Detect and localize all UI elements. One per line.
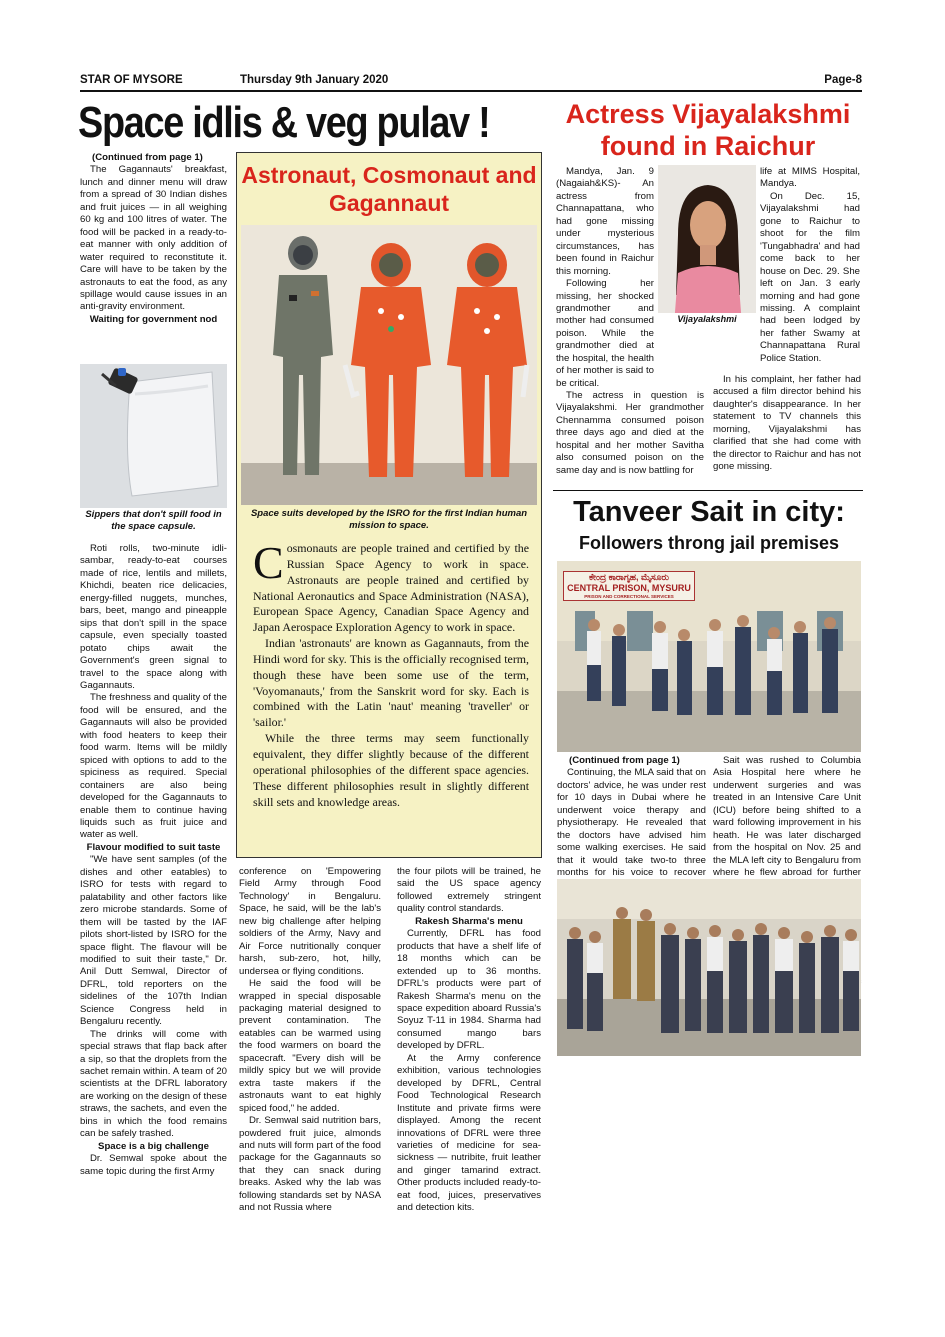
continued-label: (Continued from page 1) <box>569 755 680 766</box>
idli-paragraph: The freshness and quality of the food will be ensured, and the Gagannauts will also be provided with food heaters to keep their food warm. Items will be mildly spiced with options to add to the spiciness as required. Special containers are also being developed for the Gagannauts to enable them to continue having liquids such as fruit juice and water as well. <box>80 692 227 841</box>
idli-paragraph: the four pilots will be trained, he said the US space agency followed extremely stringent quality control standards. <box>397 866 541 915</box>
idli-paragraph: Dr. Semwal spoke about the same topic during the first Army <box>80 1153 227 1177</box>
tanveer-paragraph: Continuing, the MLA said that on doctors' advice, he was under rest for 10 days in Dubai where he underwent voice therapy and physiotherapy. He revealed that the doctors have advised him some walking exercises. He said that it would take two-to three months for his voice to recover <box>557 767 706 879</box>
sipper-photo <box>80 364 227 508</box>
subhead-flavour: Flavour modified to suit taste <box>86 841 221 853</box>
idli-column-3 <box>397 866 541 1215</box>
idli-paragraph: At the Army conference exhibition, various technologies developed by DFRL, Central Food Technological Research Institute and private firms were displayed. Among the recent innovations of DFRL were three varieties of medicine for sea-sickness — nutribite, fruit leather and ginger tamarind extract. Other products included ready-to-eat food, juices, preservatives and detection kits. <box>397 1052 541 1214</box>
actress-photo <box>658 165 756 325</box>
prison-sign-kannada: ಕೇಂದ್ರ ಕಾರಾಗೃಹ, ಮೈಸೂರು <box>588 572 670 582</box>
spacesuit-caption: Space suits developed by the ISRO for the first Indian human mission to space. <box>250 508 528 531</box>
paper-name: STAR OF MYSORE <box>80 74 183 86</box>
actress-headline-line-2: found in Raichur <box>600 131 816 161</box>
idli-column-1 <box>80 152 227 326</box>
actress-headline-line-1: Actress Vijayalakshmi <box>565 99 851 129</box>
actress-paragraph: In his complaint, her father had accused a film director behind his daughter's disappearance. In her statement to TV channels this morning, Vijayalakshmi has clarified that she had come with the director to Raichur and has not gone missing. <box>713 374 861 473</box>
idli-paragraph: Roti rolls, two-minute idli-sambar, ready-to-eat courses made of rice, lentils and millets, Khichdi, beaten rice delicacies, energy-filled nuggets, munches, bars, beet, mango and pineapple sips that don't spill in the space capsule, even specially toasted potato chips await the Government's green signal to travel to the space along with Gagannauts. <box>80 543 227 691</box>
idli-paragraph: "We have sent samples (of the dishes and other eatables) to ISRO for tests with regard to palatability and other factors like zero microbe standards. Some of them will be tasted by the IAF pilots short-listed by ISRO for the space flight. The flavour will be modified to suit their taste," Dr. Anil Dutt Semwal, Director of DFRL, told reporters on the sidelines of the 107th Indian Science Congress held in Bengaluru recently. <box>80 854 227 1028</box>
actress-column-1-lower <box>556 390 704 477</box>
explainer-title: Astronaut, Cosmonaut and Gagannaut <box>241 162 537 216</box>
explainer-paragraph: Indian 'astronauts' are known as Gagannauts, from the Hindi word for sky. This is the officially recognised term, though these have been some use of the term, 'Voyomanauts,' from the Sanskrit word for sky. Each is combined with the Latin 'naut' meaning 'traveller' or 'sailor.' <box>253 636 529 730</box>
idli-paragraph: Currently, DFRL has food products that have a shelf life of 18 months which can be extended up to 36 months. DFRL's products were part of Rakesh Sharma's menu on the space expedition aboard Russia's Soyuz T-11 in 1984. Sharma had consumed mango bars developed by DFRL. <box>397 928 541 1052</box>
idli-headline: Space idlis & veg pulav ! <box>78 98 490 147</box>
page-number: Page-8 <box>824 74 862 86</box>
idli-paragraph: conference on 'Empowering Field Army through Food Technology' in Bengaluru. Space, he said, will be the lab's new big challenge after helping soldiers of the Army, Navy and Air Force nutritionally conquer harsh, sub-zero, hot, hilly, undersea or flying conditions. <box>239 866 381 977</box>
prison-sign-small: PRISON AND CORRECTIONAL SERVICES <box>584 594 674 599</box>
idli-paragraph: The Gagannauts' breakfast, lunch and dinner menu will draw from a spread of 30 Indian dishes and fruit juices — in all weighing 60 kg and 100 litres of water. The food will be packed in a ready-to-eat manner with only addition of water required to reconstitute it. Care will have to be taken by the astronauts to eat the food, as any spillage would cause issues in an anti-gravity environment. <box>80 164 227 313</box>
tanveer-headline: Tanveer Sait in city: <box>573 496 845 528</box>
explainer-paragraph: osmonauts are people trained and certified by the Russian Space Agency to work in space. Astronauts are people trained and certified by National Aeronautics and Space Administration (NASA), European Space Agency, Canadian Space Agency and Japan Aerospace Exploration Agency to work in space. <box>253 541 529 635</box>
jail-photo <box>557 561 861 752</box>
prison-sign <box>563 571 695 601</box>
actress-image <box>658 165 756 325</box>
actress-paragraph: Mandya, Jan. 9 (Nagaiah&KS)- An actress from Channapattana, who had gone missing under mysterious circumstances, has been found in Raichur this morning. <box>556 166 654 277</box>
tanveer-subhead: Followers throng jail premises <box>578 533 840 553</box>
continued-label: (Continued from page 1) <box>92 152 203 163</box>
crowd-photo <box>557 879 861 1056</box>
actress-paragraph: The actress in question is Vijayalakshmi. Her grandmother Chennamma consumed poison three days ago and died at the hospital and her mother Savitha also consumed poison on the same day and is now battling for <box>556 390 704 476</box>
page-header <box>80 74 862 90</box>
prison-sign-english: CENTRAL PRISON, MYSURU <box>567 583 691 593</box>
explainer-body <box>253 537 529 810</box>
issue-date: Thursday 9th January 2020 <box>240 74 389 86</box>
actress-column-2-lower <box>713 374 861 474</box>
subhead-waiting: Waiting for government nod <box>89 313 218 325</box>
idli-paragraph: The drinks will come with special straws that flap back after a sip, so that the droplets from the sachet remain within. A team of 20 scientists at the DFRL laboratory are working on the design of these straws, the sachets, and even the bins in which the food remains can be safely trashed. <box>80 1028 227 1140</box>
explainer-paragraph: While the three terms may seem functionally equivalent, they differ slightly because of the different operational philosophies of the different space agencies. These different philosophies result in slightly different skill sets and knowledge areas. <box>253 731 529 809</box>
section-rule <box>553 490 863 491</box>
subhead-rakesh: Rakesh Sharma's menu <box>415 915 523 927</box>
idli-column-1-lower <box>80 543 227 1178</box>
actress-photo-label: Vijayalakshmi <box>658 313 756 325</box>
crowd-image <box>557 879 861 1056</box>
spacesuit-image <box>241 225 537 505</box>
actress-column-1 <box>556 166 654 390</box>
actress-paragraph: On Dec. 15, Vijayalakshmi had gone to Raichur to shoot for the film 'Tungabhadra' and had come back to her house on Dec. 29. She left on Jan. 3 early morning and had gone missing. A complaint had been lodged by her father Swamy at Channapattana Rural Police Station. <box>760 190 860 364</box>
dropcap: C <box>253 537 284 588</box>
idli-paragraph: Dr. Semwal said nutrition bars, powdered fruit juice, almonds and nuts will form part of the food package for the Gagannauts so that they can snack during breaks. Asked why the lab was following standards set by NASA and not Russia where <box>239 1115 381 1214</box>
header-rule <box>80 90 862 92</box>
tanveer-paragraph: Sait was rushed to Columbia Asia Hospital here where he underwent surgeries and was treated in an Intensive Care Unit (ICU) before being shifted to a ward following improvement in his heath. He was later discharged from the hospital on Nov. 25 and the MLA left city to Bengaluru from where he flew abroad for further <box>713 755 861 879</box>
spacesuit-photo <box>241 225 537 505</box>
actress-headline <box>552 98 864 162</box>
sipper-caption: Sippers that don't spill food in the space capsule. <box>85 509 222 532</box>
sipper-image <box>80 364 227 508</box>
idli-paragraph: He said the food will be wrapped in special disposable packaging material designed to prevent contamination. The eatables can be warmed using the food warmers on board the spacecraft. "Every dish will be mildly spicy but we will provide extra taste makers if the astronauts want to eat highly spiced food," he added. <box>239 978 381 1114</box>
actress-paragraph: Following her missing, her shocked grandmother and mother had consumed poison. While the grandmother died at the hospital, the health of her mother is said to be critical. <box>556 278 654 389</box>
idli-column-2 <box>239 866 381 1215</box>
explainer-box <box>236 152 542 858</box>
actress-column-2 <box>760 166 860 365</box>
actress-paragraph: life at MIMS Hospital, Mandya. <box>760 166 860 190</box>
subhead-space-challenge: Space is a big challenge <box>98 1140 209 1152</box>
